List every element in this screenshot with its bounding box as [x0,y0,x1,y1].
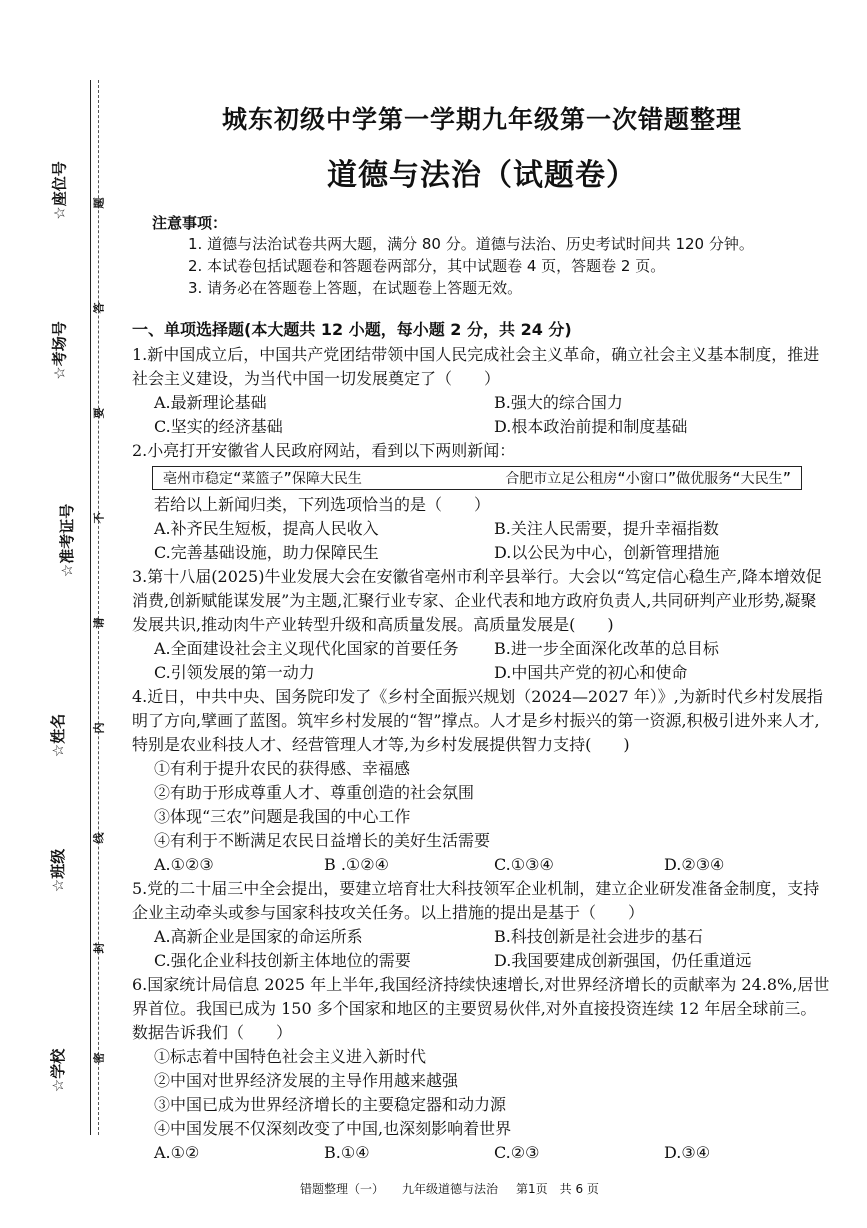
page-footer [300,1180,680,1197]
footer-page-number: 第1页 共 6 页 [516,1182,599,1196]
option-c: C.完善基础设施，助力保障民生 [154,543,379,562]
seal-char: 要 [92,407,105,419]
question-stem: 4.近日，中共中央、国务院印发了《乡村全面振兴规划（2024—2027 年）》,为新时代乡村发展指明了方向,擘画了蓝图。筑牢乡村发展的“智”撑点。人才是乡村振兴的第一资源,积极引进外来人才,特别是农业科技人才、经营管理人才等,为乡村发展提供智力支持( ) [132,687,823,754]
option-d: D.根本政治前提和制度基础 [494,417,688,436]
option-d: D.我国要建成创新强国，仍任重道远 [494,951,752,970]
question-stem: 2.小亮打开安徽省人民政府网站，看到以下两则新闻： [132,441,516,460]
statement-item: ①标志着中国特色社会主义进入新时代 [154,1047,427,1066]
option-a: A.最新理论基础 [154,393,267,412]
seal-char: 线 [92,832,105,844]
option-d: D.中国共产党的初心和使命 [494,663,688,682]
news-box [152,466,802,490]
option-c: C.②③ [494,1143,540,1162]
option-b: B .①②④ [324,855,389,874]
seal-char: 不 [92,512,105,524]
statement-item: ③中国已成为世界经济增长的主要稳定器和动力源 [154,1095,507,1114]
question-stem: 5.党的二十届三中全会提出，要建立培育壮大科技领军企业机制，建立企业研发准备金制度，支持企业主动牵头或参与国家科技攻关任务。以上措施的提出是基于（ ） [132,879,820,922]
option-d: D.③④ [664,1143,711,1162]
exam-room-field: ☆考场号 [50,321,69,380]
question-stem: 6.国家统计局信息 2025 年上半年,我国经济持续快速增长,对世界经济增长的贡献率为 24.8%,居世界首位。我国已成为 150 多个国家和地区的主要贸易伙伴,对外直接投资连续 12 年居全球前三。数据告诉我们（ ） [132,975,830,1042]
statement-item: ②中国对世界经济发展的主导作用越来越强 [154,1071,459,1090]
notice-item: 1. 道德与法治试卷共两大题，满分 80 分。道德与法治、历史考试时间共 120 分钟。 [188,235,754,253]
statement-item: ③体现“三农”问题是我国的中心工作 [154,807,411,826]
seal-char: 封 [92,942,105,954]
option-a: A.补齐民生短板，提高人民收入 [154,519,379,538]
notice-heading: 注意事项： [152,214,228,232]
option-c: C.强化企业科技创新主体地位的需要 [154,951,411,970]
news-item: 合肥市立足公租房“小窗口”做优服务“大民生” [505,471,791,487]
statement-item: ②有助于形成尊重人才、尊重创造的社会氛围 [154,783,475,802]
option-a: A.①②③ [154,855,214,874]
question-stem: 1.新中国成立后，中国共产党团结带领中国人民完成社会主义革命，确立社会主义基本制度，推进社会主义建设，为当代中国一切发展奠定了（ ） [132,345,820,388]
question-stem: 3.第十八届(2025)牛业发展大会在安徽省亳州市利辛县举行。大会以“笃定信心稳生产,降本增效促消费,创新赋能谋发展”为主题,汇聚行业专家、企业代表和地方政府负责人,共同研判产业形势,凝聚发展共识,推动肉牛产业转型升级和高质量发展。高质量发展是( ) [132,567,822,634]
name-field: ☆姓名 [49,713,68,758]
seal-char: 内 [92,722,105,734]
question-3 [132,565,832,685]
seat-number-field: ☆座位号 [50,161,69,220]
option-c: C.①③④ [494,855,554,874]
question-6 [132,973,832,1165]
footer-subject: 九年级道德与法治 [402,1182,499,1196]
section-heading: 一、单项选择题(本大题共 12 小题，每小题 2 分，共 24 分) [132,320,572,339]
option-a: A.高新企业是国家的命运所系 [154,927,363,946]
news-item: 亳州市稳定“菜篮子”保障大民生 [163,471,362,487]
seal-char: 请 [92,617,105,629]
option-c: C.引领发展的第一动力 [154,663,315,682]
question-5 [132,877,832,973]
statement-item: ①有利于提升农民的获得感、幸福感 [154,759,411,778]
option-c: C.坚实的经济基础 [154,417,283,436]
notice-item: 2. 本试卷包括试题卷和答题卷两部分，其中试题卷 4 页，答题卷 2 页。 [188,257,666,275]
option-d: D.②③④ [664,855,725,874]
question-1 [132,343,832,439]
exam-content [132,100,832,1165]
binding-line [90,80,91,1135]
binding-margin [0,0,120,1228]
option-b: B.①④ [324,1143,370,1162]
question-4 [132,685,832,877]
question-prompt: 若给以上新闻归类，下列选项恰当的是（ ） [154,495,491,514]
admission-number-field: ☆准考证号 [58,503,77,578]
option-b: B.进一步全面深化改革的总目标 [494,639,719,658]
seal-char: 题 [92,197,105,209]
option-a: A.全面建设社会主义现代化国家的首要任务 [154,639,459,658]
option-d: D.以公民为中心，创新管理措施 [494,543,720,562]
notice-item: 3. 请务必在答题卷上答题，在试题卷上答题无效。 [188,279,523,297]
option-b: B.关注人民需要，提升幸福指数 [494,519,719,538]
seal-char: 密 [92,1052,105,1064]
page-title: 城东初级中学第一学期九年级第一次错题整理 [221,105,742,134]
statement-item: ④有利于不断满足农民日益增长的美好生活需要 [154,831,491,850]
seal-line [98,80,99,1135]
page-subtitle: 道德与法治（试题卷） [327,158,637,193]
seal-char: 答 [92,302,105,314]
school-field: ☆学校 [49,1048,68,1093]
option-b: B.强大的综合国力 [494,393,623,412]
option-b: B.科技创新是社会进步的基石 [494,927,703,946]
option-a: A.①② [154,1143,200,1162]
class-field: ☆班级 [49,848,68,893]
statement-item: ④中国发展不仅深刻改变了中国,也深刻影响着世界 [154,1119,512,1138]
question-2 [132,439,832,565]
footer-series: 错题整理（一） [300,1182,385,1196]
